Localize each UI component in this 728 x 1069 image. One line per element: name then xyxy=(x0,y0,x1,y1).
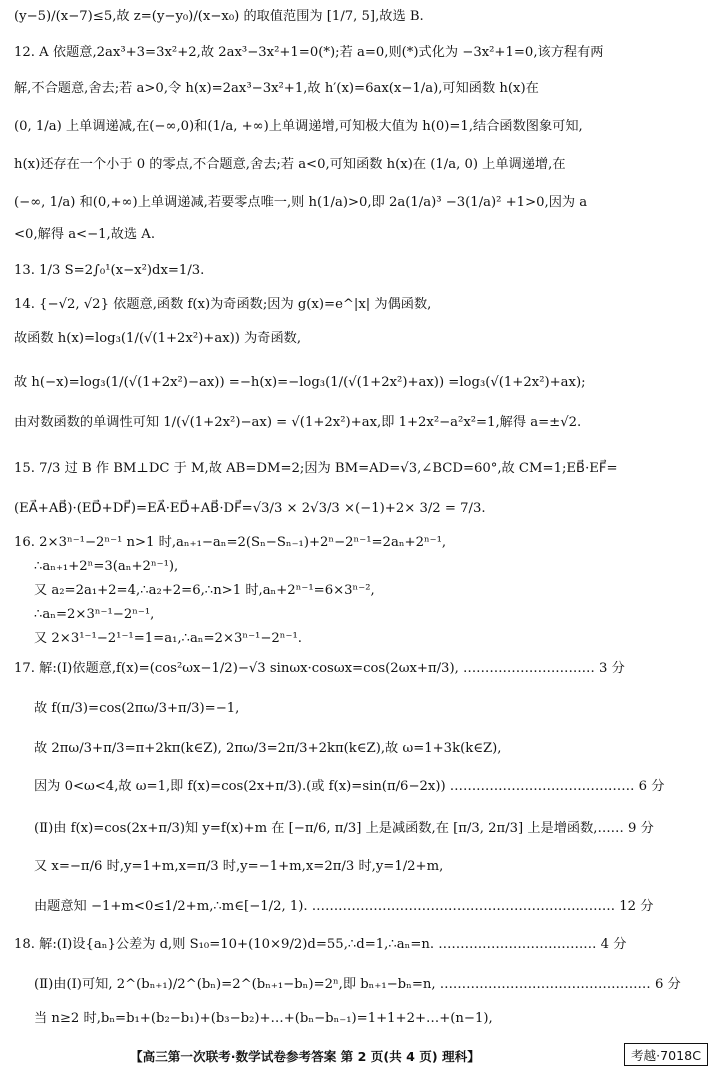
footer-title: 【高三第一次联考·数学试卷参考答案 第 2 页(共 4 页) 理科】 xyxy=(130,1049,480,1064)
answer-line: 13. 1/3 S=2∫₀¹(x−x²)dx=1/3. xyxy=(14,263,205,278)
exam-code-box: 考越·7018C xyxy=(624,1043,708,1066)
answer-line: 故 f(π/3)=cos(2πω/3+π/3)=−1, xyxy=(34,701,240,716)
answer-line: 由题意知 −1+m<0≤1/2+m,∴m∈[−1/2, 1). …………………………………………………………… 12 分 xyxy=(34,899,654,914)
answer-line: (−∞, 1/a) 和(0,+∞)上单调递减,若要零点唯一,则 h(1/a)>0,即 2a(1/a)³ −3(1/a)² +1>0,因为 a xyxy=(14,195,588,210)
answer-line: 16. 2×3ⁿ⁻¹−2ⁿ⁻¹ n>1 时,aₙ₊₁−aₙ=2(Sₙ−Sₙ₋₁)+2ⁿ−2ⁿ⁻¹=2aₙ+2ⁿ⁻¹, xyxy=(14,535,447,550)
answer-line: 故函数 h(x)=log₃(1/(√(1+2x²)+ax)) 为奇函数, xyxy=(14,331,302,346)
answer-line: (y−5)/(x−7)≤5,故 z=(y−y₀)/(x−x₀) 的取值范围为 [1/7, 5],故选 B. xyxy=(14,9,424,24)
answer-line: (EA⃗+AB⃗)·(ED⃗+DF⃗)=EA⃗·ED⃗+AB⃗·DF⃗=√3/3 × 2√3/3 ×(−1)+2× 3/2 = 7/3. xyxy=(14,501,486,516)
answer-line: 17. 解:(Ⅰ)依题意,f(x)=(cos²ωx−1/2)−√3 sinωx·cosωx=cos(2ωx+π/3), ………………………… 3 分 xyxy=(14,661,625,676)
answer-line: 12. A 依题意,2ax³+3=3x²+2,故 2ax³−3x²+1=0(*);若 a=0,则(*)式化为 −3x²+1=0,该方程有两 xyxy=(14,45,604,60)
answer-line: 由对数函数的单调性可知 1/(√(1+2x²)−ax) = √(1+2x²)+ax,即 1+2x²−a²x²=1,解得 a=±√2. xyxy=(14,415,582,430)
answer-line: 又 a₂=2a₁+2=4,∴a₂+2=6,∴n>1 时,aₙ+2ⁿ⁻¹=6×3ⁿ⁻², xyxy=(34,583,375,598)
answer-line: 又 x=−π/6 时,y=1+m,x=π/3 时,y=−1+m,x=2π/3 时,y=1/2+m, xyxy=(34,859,444,874)
answer-line: 又 2×3¹⁻¹−2¹⁻¹=1=a₁,∴aₙ=2×3ⁿ⁻¹−2ⁿ⁻¹. xyxy=(34,631,302,646)
answer-line: (0, 1/a) 上单调递减,在(−∞,0)和(1/a, +∞)上单调递增,可知极大值为 h(0)=1,结合函数图象可知, xyxy=(14,119,583,134)
answer-line: 15. 7/3 过 B 作 BM⊥DC 于 M,故 AB=DM=2;因为 BM=AD=√3,∠BCD=60°,故 CM=1;EB⃗·EF⃗= xyxy=(14,461,618,476)
answer-line: 当 n≥2 时,bₙ=b₁+(b₂−b₁)+(b₃−b₂)+…+(bₙ−bₙ₋₁)=1+1+2+…+(n−1), xyxy=(34,1011,493,1026)
answer-line: h(x)还存在一个小于 0 的零点,不合题意,舍去;若 a<0,可知函数 h(x)在 (1/a, 0) 上单调递增,在 xyxy=(14,157,566,172)
answer-line: 因为 0<ω<4,故 ω=1,即 f(x)=cos(2x+π/3).(或 f(x)=sin(π/6−2x)) …………………………………… 6 分 xyxy=(34,779,665,794)
answer-line: 故 2πω/3+π/3=π+2kπ(k∈Z), 2πω/3=2π/3+2kπ(k∈Z),故 ω=1+3k(k∈Z), xyxy=(34,741,502,756)
answer-line: ∴aₙ₊₁+2ⁿ=3(aₙ+2ⁿ⁻¹), xyxy=(34,559,179,574)
answer-line: 18. 解:(Ⅰ)设{aₙ}公差为 d,则 S₁₀=10+(10×9/2)d=55,∴d=1,∴aₙ=n. ……………………………… 4 分 xyxy=(14,937,627,952)
answer-line: (Ⅱ)由 f(x)=cos(2x+π/3)知 y=f(x)+m 在 [−π/6, π/3] 上是减函数,在 [π/3, 2π/3] 上是增函数,…… 9 分 xyxy=(34,821,654,836)
answer-line: ∴aₙ=2×3ⁿ⁻¹−2ⁿ⁻¹, xyxy=(34,607,155,622)
answer-line: 14. {−√2, √2} 依题意,函数 f(x)为奇函数;因为 g(x)=e^|x| 为偶函数, xyxy=(14,297,432,312)
answer-line: 解,不合题意,舍去;若 a>0,令 h(x)=2ax³−3x²+1,故 h′(x)=6ax(x−1/a),可知函数 h(x)在 xyxy=(14,81,539,96)
answer-line: 故 h(−x)=log₃(1/(√(1+2x²)−ax)) =−h(x)=−log₃(1/(√(1+2x²)+ax)) =log₃(√(1+2x²)+ax); xyxy=(14,375,586,390)
answer-line: <0,解得 a<−1,故选 A. xyxy=(14,227,156,242)
answer-line: (Ⅱ)由(Ⅰ)可知, 2^(bₙ₊₁)/2^(bₙ)=2^(bₙ₊₁−bₙ)=2ⁿ,即 bₙ₊₁−bₙ=n, ………………………………………… 6 分 xyxy=(34,977,681,992)
